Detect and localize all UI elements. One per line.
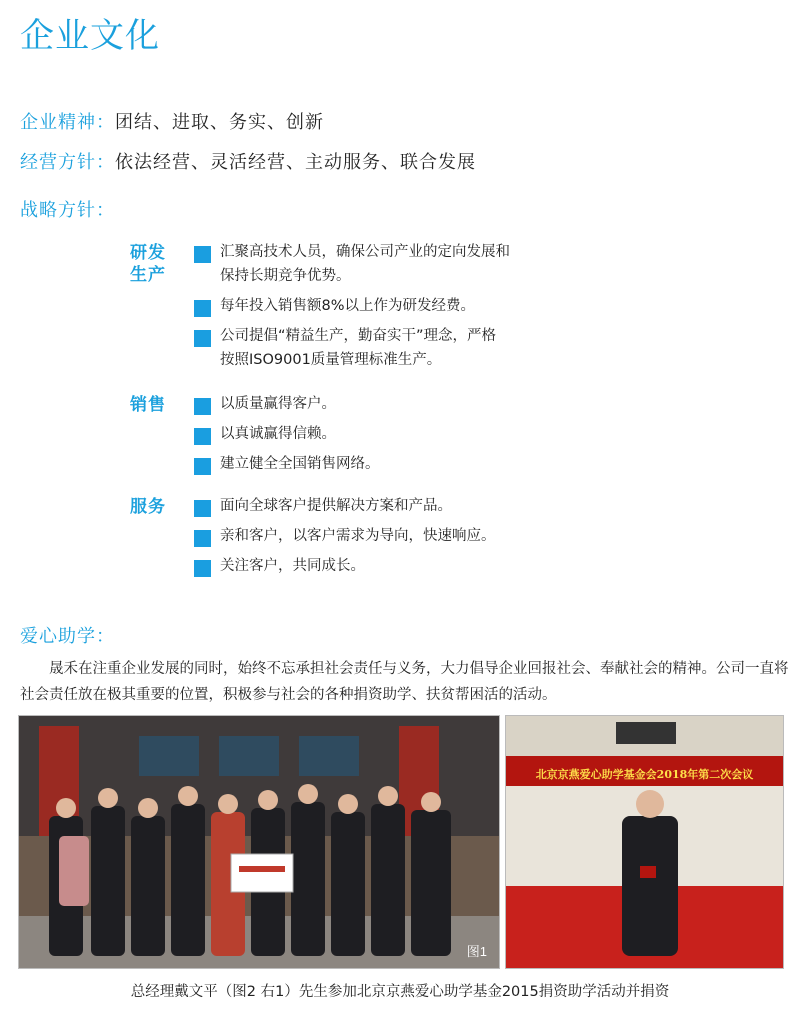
group-photo-illustration bbox=[19, 716, 499, 968]
group-label: 销售 bbox=[130, 395, 166, 415]
list-item: 以质量赢得客户。 bbox=[194, 392, 770, 416]
group-label: 研发生产 bbox=[130, 243, 166, 285]
list-item: 每年投入销售额8%以上作为研发经费。 bbox=[194, 294, 770, 318]
page-title: 企业文化 bbox=[20, 16, 160, 56]
square-bullet-icon bbox=[194, 246, 211, 263]
square-bullet-icon bbox=[194, 428, 211, 445]
group-label: 服务 bbox=[130, 497, 166, 517]
charity-intro: 晟禾在注重企业发展的同时，始终不忘承担社会责任与义务，大力倡导企业回报社会、奉献社会的精神。公司一直将社会责任放在极其重要的位置，积极参与社会的各种捐资助学、扶贫帮困活的活动。 bbox=[20, 661, 789, 703]
strategy-group-sales bbox=[130, 392, 770, 482]
business-policy bbox=[20, 148, 476, 174]
meeting-photo bbox=[505, 715, 784, 969]
strategy-list bbox=[130, 240, 770, 574]
meeting-photo-illustration bbox=[506, 716, 783, 968]
enterprise-spirit-label: 企业精神： bbox=[20, 112, 115, 133]
square-bullet-icon bbox=[194, 500, 211, 517]
business-policy-value: 依法经营、灵活经营、主动服务、联合发展 bbox=[115, 152, 476, 173]
square-bullet-icon bbox=[194, 330, 211, 347]
strategy-group-rnd bbox=[130, 240, 770, 372]
list-item: 面向全球客户提供解决方案和产品。 bbox=[194, 494, 770, 518]
square-bullet-icon bbox=[194, 458, 211, 475]
list-item: 关注客户，共同成长。 bbox=[194, 554, 770, 578]
enterprise-spirit-value: 团结、进取、务实、创新 bbox=[115, 112, 324, 133]
strategy-heading: 战略方针： bbox=[20, 200, 115, 221]
list-item: 汇聚高技术人员，确保公司产业的定向发展和保持长期竞争优势。 bbox=[194, 240, 510, 288]
strategy-group-service bbox=[130, 494, 770, 584]
list-item: 建立健全全国销售网络。 bbox=[194, 452, 770, 476]
list-item: 公司提倡“精益生产，勤奋实干”理念，严格按照ISO9001质量管理标准生产。 bbox=[194, 324, 510, 372]
enterprise-spirit bbox=[20, 108, 324, 134]
square-bullet-icon bbox=[194, 300, 211, 317]
group-photo bbox=[18, 715, 500, 969]
square-bullet-icon bbox=[194, 560, 211, 577]
square-bullet-icon bbox=[194, 530, 211, 547]
meeting-banner-text: 北京京燕爱心助学基金会2018年第二次会议 bbox=[535, 768, 754, 781]
list-item: 亲和客户，以客户需求为导向，快速响应。 bbox=[194, 524, 770, 548]
charity-heading: 爱心助学： bbox=[20, 626, 115, 647]
figure-label: 图1 bbox=[466, 944, 487, 959]
list-item: 以真诚赢得信赖。 bbox=[194, 422, 770, 446]
photo-caption: 总经理戴文平（图2 右1）先生参加北京京燕爱心助学基金2015捐资助学活动并捐资 bbox=[130, 984, 670, 1000]
square-bullet-icon bbox=[194, 398, 211, 415]
business-policy-label: 经营方针： bbox=[20, 152, 115, 173]
